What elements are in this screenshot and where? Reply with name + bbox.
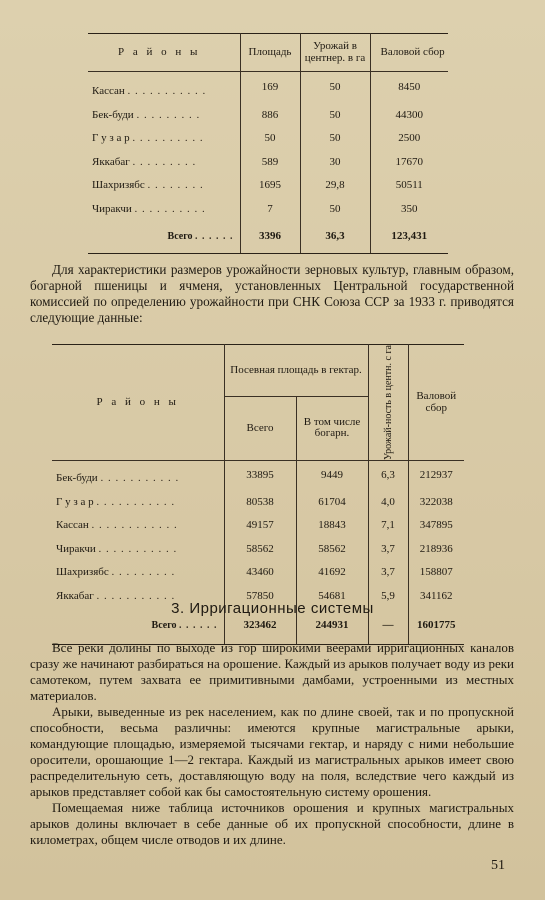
table-wheat-yield-small [88, 33, 448, 254]
column-header-sown-area: Посевная площадь в гектар. [224, 345, 368, 397]
table-row: Яккабаг . . . . . . . . . . . 57850 54681 5,9 341162 [52, 585, 464, 609]
body-text [30, 640, 514, 848]
page-number: 51 [491, 858, 505, 873]
total-cell: 33895 [224, 461, 296, 491]
yield-cell: 3,7 [368, 561, 408, 585]
area-cell: 50 [240, 127, 300, 151]
column-header-gross: Валовой сбор [408, 345, 464, 461]
total-label: Всего [167, 231, 193, 243]
yield-cell: 50 [300, 127, 370, 151]
column-header-area: Площадь [240, 34, 300, 72]
dryland-cell: 18843 [296, 514, 368, 538]
table-row: Г у з а р . . . . . . . . . . . 80538 61704 4,0 322038 [52, 491, 464, 515]
yield-sum: — [368, 608, 408, 645]
region-name: Кассан [56, 519, 89, 532]
region-name: Бек-буди [92, 108, 134, 121]
yield-total: 36,3 [300, 221, 370, 254]
dryland-cell: 9449 [296, 461, 368, 491]
dryland-sum: 244931 [296, 608, 368, 645]
region-name: Шахризябс [92, 179, 145, 191]
total-cell: 49157 [224, 514, 296, 538]
dryland-cell: 41692 [296, 561, 368, 585]
section-title: 3. Ирригационные системы [171, 600, 374, 617]
gross-cell: 218936 [408, 538, 464, 562]
table-row: Шахризябс . . . . . . . . . 43460 41692 3,7 158807 [52, 561, 464, 585]
yield-cell: 3,7 [368, 538, 408, 562]
yield-cell: 5,9 [368, 585, 408, 609]
gross-cell: 212937 [408, 461, 464, 491]
area-cell: 589 [240, 151, 300, 175]
table-total-row: Всего . . . . . . 323462 244931 — 1601775 [52, 608, 464, 645]
gross-cell: 158807 [408, 561, 464, 585]
intro-paragraph [30, 262, 514, 326]
area-cell: 7 [240, 198, 300, 222]
table-row: Бек-буди . . . . . . . . . 886 50 44300 [88, 104, 448, 128]
region-name: Шахризябс [56, 566, 109, 579]
column-header-regions: Р а й о н ы [52, 345, 224, 461]
table-row: Шахризябс . . . . . . . . 1695 29,8 50511 [88, 174, 448, 198]
paragraph: Арыки, выведенные из рек населением, как по длине своей, так и по пропускной способности, весьма различны: имеются крупные магистральные арыки, командующие площадью, измеряемой тысячами гектар, и наряду с ними небольшие оросители, орошающие 1—2 гектара. Каждый из магистральных арыков имеет свою распределительную сеть, доставляющую воду на поля, вследствие чего каждый из арыков представляет собой как бы самостоятельную систему орошения. [30, 704, 514, 799]
gross-cell: 44300 [370, 104, 448, 128]
region-name: Чиракчи [56, 542, 96, 555]
area-cell: 1695 [240, 174, 300, 198]
total-cell: 80538 [224, 491, 296, 515]
table-row: Чиракчи . . . . . . . . . . 7 50 350 [88, 198, 448, 222]
paragraph: Все реки долины по выходе из гор широкими веерами ирригационных каналов сразу же начинают разбираться на орошение. Каждый из арыков получает воду из реки самотеком, путем захвата ее примитивными дамбами, устроенными из местных материалов. [30, 640, 514, 703]
region-name: Кассан [92, 85, 125, 97]
region-name: Бек-буди [56, 472, 98, 485]
gross-cell: 2500 [370, 127, 448, 151]
total-cell: 58562 [224, 538, 296, 562]
column-header-total: Всего [224, 396, 296, 460]
yield-cell: 29,8 [300, 174, 370, 198]
table-row: Кассан . . . . . . . . . . . 169 50 8450 [88, 72, 448, 104]
gross-cell: 347895 [408, 514, 464, 538]
column-header-dryland: В том числе богарн. [296, 396, 368, 460]
yield-cell: 6,3 [368, 461, 408, 491]
total-cell: 43460 [224, 561, 296, 585]
gross-cell: 350 [370, 198, 448, 222]
dryland-cell: 54681 [296, 585, 368, 609]
table-row: Яккабаг . . . . . . . . . 589 30 17670 [88, 151, 448, 175]
gross-sum: 1601775 [408, 608, 464, 645]
yield-cell: 50 [300, 104, 370, 128]
gross-total: 123,431 [370, 221, 448, 254]
area-cell: 886 [240, 104, 300, 128]
total-label: Всего [151, 620, 177, 632]
table-row: Кассан . . . . . . . . . . . . 49157 18843 7,1 347895 [52, 514, 464, 538]
column-header-yield [368, 345, 408, 461]
gross-cell: 17670 [370, 151, 448, 175]
yield-cell: 7,1 [368, 514, 408, 538]
yield-cell: 50 [300, 72, 370, 104]
region-name: Чиракчи [92, 202, 132, 215]
gross-cell: 322038 [408, 491, 464, 515]
column-header-regions: Р а й о н ы [88, 34, 240, 72]
yield-cell: 50 [300, 198, 370, 222]
gross-cell: 50511 [370, 174, 448, 198]
column-header-gross: Валовой сбор [370, 34, 448, 72]
total-sum: 323462 [224, 608, 296, 645]
gross-cell: 8450 [370, 72, 448, 104]
paragraph: Помещаемая ниже таблица источников орошения и крупных магистральных арыков долины включает в себе данные об их пропускной способности, длине в километрах, общем числе отводов и их длине. [30, 800, 514, 847]
yield-cell: 4,0 [368, 491, 408, 515]
area-cell: 169 [240, 72, 300, 104]
region-name: Г у з а р [92, 132, 130, 144]
table-row: Чиракчи . . . . . . . . . . . 58562 58562 3,7 218936 [52, 538, 464, 562]
total-cell: 57850 [224, 585, 296, 609]
area-total: 3396 [240, 221, 300, 254]
yield-header-text: Урожай-ность в центн. с га [382, 345, 394, 461]
region-name: Яккабаг [92, 155, 130, 168]
paragraph-text: Для характеристики размеров урожайности зерновых культур, главным образом, богарной пшеницы и ячменя, установленных Центральной государственной комиссией по определению урожайности при СНК Союза ССР за 1933 г. приводятся следующие данные: [30, 262, 514, 325]
region-name: Яккабаг [56, 589, 94, 602]
region-name: Г у з а р [56, 495, 94, 508]
dryland-cell: 58562 [296, 538, 368, 562]
gross-cell: 341162 [408, 585, 464, 609]
table-row: Г у з а р . . . . . . . . . . 50 50 2500 [88, 127, 448, 151]
column-header-yield: Урожай в центнер. в га [300, 34, 370, 72]
table-total-row: Всего . . . . . . 3396 36,3 123,431 [88, 221, 448, 254]
table-row: Бек-буди . . . . . . . . . . . 33895 9449 6,3 212937 [52, 461, 464, 491]
yield-cell: 30 [300, 151, 370, 175]
dryland-cell: 61704 [296, 491, 368, 515]
